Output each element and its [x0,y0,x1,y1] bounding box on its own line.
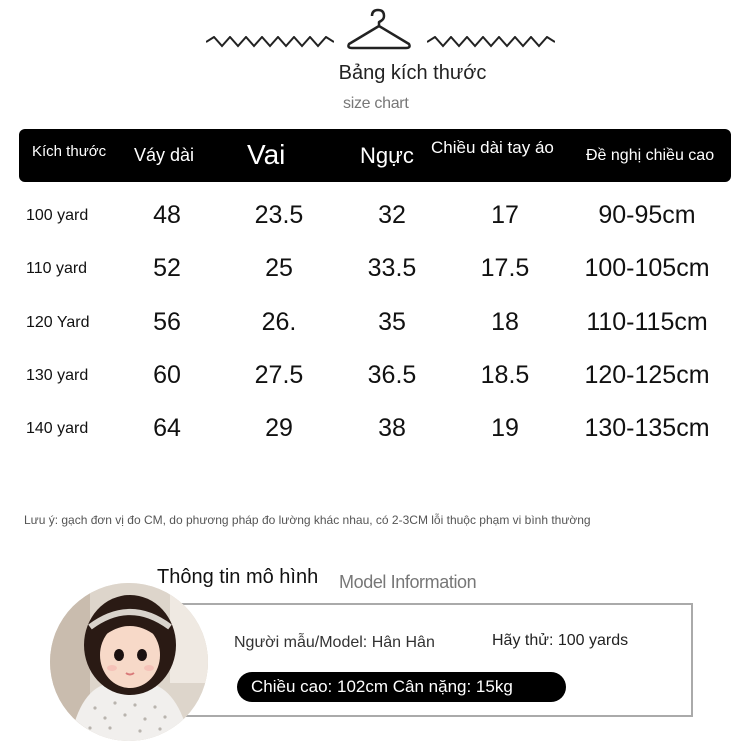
table-row [0,308,750,348]
row-height: 90-95cm [598,201,696,229]
row-length: 52 [153,254,181,282]
size-table-header [19,129,731,182]
row-size: 120 Yard [26,314,90,331]
row-length: 64 [153,414,181,442]
model-info-title-en: Model Information [339,572,477,592]
model-try-size: Hãy thử: 100 yards [492,632,629,649]
row-shoulder: 26. [261,308,297,336]
table-row [0,201,750,241]
header-sleeve: Chiều dài tay áo [431,138,554,157]
model-photo-illustration [50,583,208,741]
row-size: 110 yard [26,260,88,277]
row-chest: 36.5 [367,361,417,389]
header-shoulder: Vai [247,139,286,170]
model-name: Người mẫu/Model: Hân Hân [234,634,435,651]
row-size: 130 yard [26,367,89,384]
header-chest: Ngực [360,143,414,168]
row-shoulder: 29 [265,414,293,442]
header-decoration [0,8,750,58]
row-height: 110-115cm [586,308,708,336]
row-sleeve: 18 [491,308,519,336]
row-height: 120-125cm [584,361,710,389]
model-photo [50,583,208,741]
row-sleeve: 17.5 [480,254,530,282]
measurement-note: Lưu ý: gạch đơn vị đo CM, do phương pháp đo lường khác nhau, có 2-3CM lỗi thuộc phạm vi bình thường [24,513,591,527]
row-size: 100 yard [26,207,89,224]
row-chest: 32 [378,201,406,229]
row-shoulder: 25 [265,254,293,282]
row-length: 48 [153,201,181,229]
page-subtitle: size chart [343,95,409,112]
header-size: Kích thước [32,143,107,160]
header-length: Váy dài [134,145,195,165]
row-shoulder: 23.5 [254,201,304,229]
hanger-icon [346,8,412,52]
row-height: 130-135cm [584,414,710,442]
row-sleeve: 19 [491,414,519,442]
model-stats-text: Chiều cao: 102cm Cân nặng: 15kg [251,677,513,696]
row-height: 100-105cm [584,254,710,282]
table-row [0,361,750,401]
zigzag-left-icon [206,36,334,48]
model-stats-badge [237,672,566,702]
row-chest: 33.5 [367,254,417,282]
header-height: Đề nghị chiều cao [586,147,715,164]
row-sleeve: 18.5 [480,361,530,389]
row-length: 56 [153,308,181,336]
row-shoulder: 27.5 [254,361,304,389]
row-sleeve: 17 [491,201,519,229]
page-title: Bảng kích thước [338,62,487,84]
model-info-title: Thông tin mô hình [157,566,319,588]
zigzag-right-icon [427,36,555,48]
row-chest: 38 [378,414,406,442]
row-size: 140 yard [26,420,89,437]
table-row [0,414,750,454]
row-chest: 35 [378,308,406,336]
row-length: 60 [153,361,181,389]
table-row [0,254,750,294]
